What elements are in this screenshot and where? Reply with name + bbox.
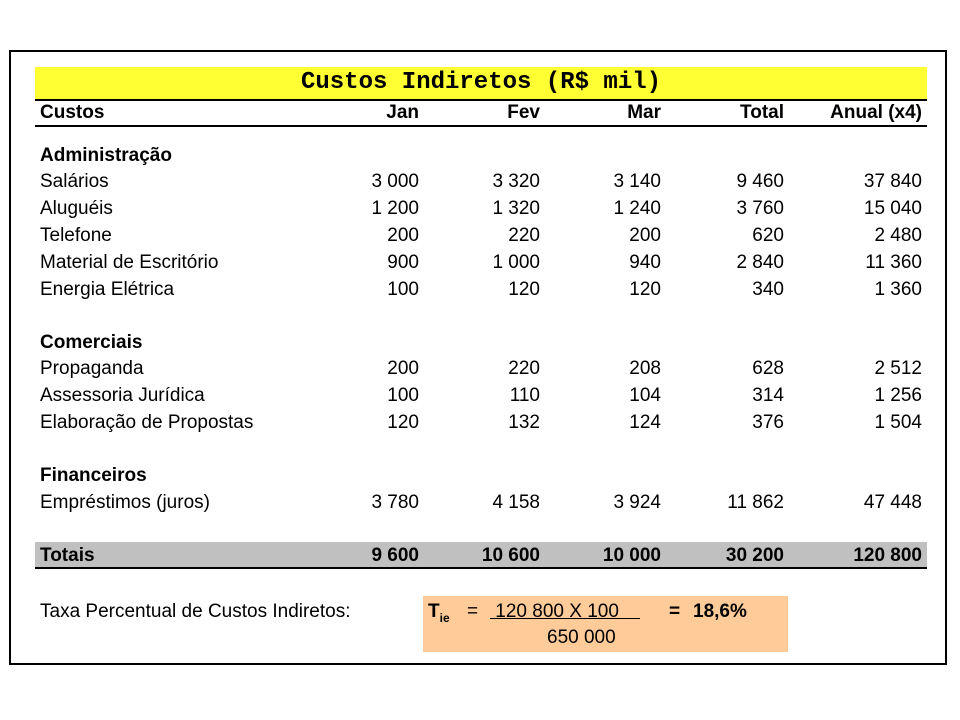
header-feb: Fev	[507, 102, 540, 123]
header-total: Total	[740, 102, 784, 123]
cell-feb: 120	[508, 279, 540, 300]
row-label: Elaboração de Propostas	[40, 412, 254, 433]
cell-annual: 1 360	[874, 279, 922, 300]
total-annual: 120 800	[853, 545, 922, 566]
cell-jan: 120	[387, 412, 419, 433]
section-title: Administração	[40, 145, 172, 166]
header-mar: Mar	[627, 102, 661, 123]
rate-label: Taxa Percentual de Custos Indiretos:	[40, 601, 351, 622]
rate-symbol-letter: T	[428, 601, 440, 622]
cell-jan: 3 000	[371, 171, 419, 192]
cell-mar: 3 140	[613, 171, 661, 192]
cell-feb: 110	[509, 385, 540, 406]
table-title: Custos Indiretos (R$ mil)	[35, 67, 927, 99]
cell-annual: 1 504	[874, 412, 922, 433]
table-row	[40, 358, 922, 384]
section-heading	[40, 465, 922, 491]
cell-annual: 1 256	[874, 385, 922, 406]
row-label: Propaganda	[40, 358, 144, 379]
table-row	[40, 412, 922, 438]
header-top-rule	[35, 99, 927, 101]
cell-mar: 120	[629, 279, 661, 300]
cell-total: 376	[752, 412, 784, 433]
table-row	[40, 252, 922, 278]
cell-mar: 104	[629, 385, 661, 406]
header-costs: Custos	[40, 102, 105, 123]
cell-feb: 3 320	[492, 171, 540, 192]
formula-numerator: 120 800 X 100	[490, 601, 641, 622]
cell-feb: 132	[508, 412, 540, 433]
row-label: Salários	[40, 171, 109, 192]
cell-annual: 37 840	[863, 171, 922, 192]
cell-feb: 4 158	[492, 492, 540, 513]
cell-total: 620	[752, 225, 784, 246]
table-row	[40, 385, 922, 411]
cell-total: 11 862	[727, 492, 784, 513]
table-row	[40, 279, 922, 305]
total-feb: 10 600	[481, 545, 540, 566]
table-row	[40, 171, 922, 197]
row-label: Energia Elétrica	[40, 279, 175, 300]
formula-box	[423, 596, 788, 652]
table-row	[40, 492, 922, 518]
cell-jan: 100	[387, 385, 419, 406]
row-label: Assessoria Jurídica	[40, 385, 205, 406]
total-jan: 9 600	[371, 545, 419, 566]
cell-jan: 900	[387, 252, 419, 273]
header-jan: Jan	[386, 102, 419, 123]
cell-jan: 3 780	[371, 492, 419, 513]
formula-equals: =	[467, 601, 479, 622]
cell-jan: 100	[387, 279, 419, 300]
cell-mar: 1 240	[613, 198, 661, 219]
cell-total: 2 840	[736, 252, 784, 273]
cell-annual: 2 480	[874, 225, 922, 246]
cell-total: 3 760	[736, 198, 784, 219]
section-title: Comerciais	[40, 332, 143, 353]
cell-feb: 220	[508, 225, 540, 246]
row-label: Aluguéis	[40, 198, 113, 219]
row-label: Telefone	[40, 225, 112, 246]
section-heading	[40, 145, 922, 171]
cell-mar: 3 924	[613, 492, 661, 513]
cell-annual: 11 360	[865, 252, 922, 273]
table-row	[40, 225, 922, 251]
table-row	[40, 198, 922, 224]
cell-mar: 200	[629, 225, 661, 246]
rate-symbol	[428, 601, 450, 625]
cell-annual: 47 448	[863, 492, 922, 513]
cell-jan: 1 200	[371, 198, 419, 219]
cell-jan: 200	[387, 225, 419, 246]
header-annual: Anual (x4)	[830, 102, 922, 123]
cell-feb: 220	[508, 358, 540, 379]
total-total: 30 200	[725, 545, 784, 566]
header-bottom-rule	[35, 125, 927, 127]
cell-total: 628	[752, 358, 784, 379]
rate-symbol-subscript: ie	[439, 610, 450, 625]
cell-mar: 208	[629, 358, 661, 379]
total-mar: 10 000	[602, 545, 661, 566]
formula-equals-result: =	[669, 601, 681, 622]
totals-label: Totais	[40, 545, 95, 566]
cell-mar: 940	[629, 252, 661, 273]
row-label: Empréstimos (juros)	[40, 492, 210, 513]
cell-feb: 1 000	[492, 252, 540, 273]
cell-annual: 2 512	[874, 358, 922, 379]
section-title: Financeiros	[40, 465, 147, 486]
cell-total: 340	[752, 279, 784, 300]
section-heading	[40, 332, 922, 358]
cell-total: 9 460	[736, 171, 784, 192]
formula-denominator: 650 000	[547, 627, 616, 648]
cell-mar: 124	[629, 412, 661, 433]
row-label: Material de Escritório	[40, 252, 219, 273]
cell-jan: 200	[387, 358, 419, 379]
cell-total: 314	[752, 385, 784, 406]
cell-annual: 15 040	[863, 198, 922, 219]
totals-row	[40, 545, 922, 571]
formula-result: 18,6%	[693, 601, 747, 622]
cell-feb: 1 320	[492, 198, 540, 219]
